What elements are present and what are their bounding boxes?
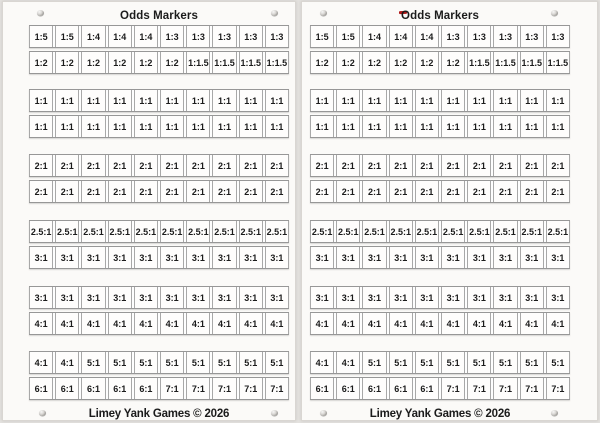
odds-cell: 1:3 bbox=[160, 26, 184, 47]
odds-cell: 2:1 bbox=[212, 155, 236, 176]
odds-cell: 2:1 bbox=[467, 155, 491, 176]
odds-cell: 1:1 bbox=[520, 90, 544, 111]
odds-cell: 2:1 bbox=[265, 181, 289, 202]
odds-cell: 2:1 bbox=[265, 155, 289, 176]
odds-cell: 2:1 bbox=[239, 181, 263, 202]
marker-row bbox=[310, 377, 570, 400]
odds-cell: 1:1 bbox=[493, 90, 517, 111]
odds-cell: 3:1 bbox=[441, 287, 465, 308]
odds-cell: 2.5:1 bbox=[467, 221, 491, 242]
odds-cell: 4:1 bbox=[55, 352, 79, 373]
odds-cell: 2.5:1 bbox=[310, 221, 334, 242]
odds-cell: 1:2 bbox=[55, 52, 79, 73]
odds-cell: 3:1 bbox=[310, 247, 334, 268]
odds-cell: 1:1.5 bbox=[546, 52, 570, 73]
odds-cell: 1:1.5 bbox=[186, 52, 210, 73]
odds-cell: 1:3 bbox=[493, 26, 517, 47]
marker-row bbox=[29, 180, 289, 203]
odds-cell: 2:1 bbox=[546, 155, 570, 176]
punch-hole-icon bbox=[320, 410, 327, 416]
odds-cell: 7:1 bbox=[212, 378, 236, 399]
odds-cell: 2:1 bbox=[493, 155, 517, 176]
odds-cell: 1:1 bbox=[186, 116, 210, 137]
odds-cell: 2:1 bbox=[389, 181, 413, 202]
odds-cell: 1:4 bbox=[362, 26, 386, 47]
odds-cell: 5:1 bbox=[546, 352, 570, 373]
marker-strip bbox=[310, 286, 570, 338]
marker-row bbox=[310, 154, 570, 177]
odds-cell: 4:1 bbox=[108, 313, 132, 334]
odds-cell: 4:1 bbox=[81, 313, 105, 334]
marker-row bbox=[310, 312, 570, 335]
odds-cell: 1:1 bbox=[265, 90, 289, 111]
odds-cell: 1:1 bbox=[81, 116, 105, 137]
odds-cell: 2.5:1 bbox=[546, 221, 570, 242]
odds-grid bbox=[310, 2, 570, 422]
marker-strip bbox=[310, 220, 570, 272]
odds-cell: 6:1 bbox=[389, 378, 413, 399]
odds-cell: 2:1 bbox=[441, 181, 465, 202]
odds-cell: 1:1 bbox=[134, 116, 158, 137]
odds-cell: 1:1 bbox=[467, 116, 491, 137]
odds-cell: 5:1 bbox=[212, 352, 236, 373]
punch-hole-icon bbox=[271, 410, 278, 416]
marker-row bbox=[310, 246, 570, 269]
odds-cell: 3:1 bbox=[546, 287, 570, 308]
odds-cell: 6:1 bbox=[55, 378, 79, 399]
odds-cell: 1:2 bbox=[134, 52, 158, 73]
odds-cell: 2:1 bbox=[467, 181, 491, 202]
page-title: Odds Markers bbox=[120, 10, 198, 22]
odds-cell: 1:1 bbox=[415, 116, 439, 137]
odds-cell: 1:1 bbox=[546, 116, 570, 137]
marker-row bbox=[29, 351, 289, 374]
odds-cell: 2:1 bbox=[160, 181, 184, 202]
odds-cell: 1:1 bbox=[55, 90, 79, 111]
odds-cell: 7:1 bbox=[186, 378, 210, 399]
odds-cell: 1:3 bbox=[265, 26, 289, 47]
odds-cell: 2:1 bbox=[310, 181, 334, 202]
odds-cell: 5:1 bbox=[160, 352, 184, 373]
odds-cell: 2:1 bbox=[441, 155, 465, 176]
marker-row bbox=[29, 51, 289, 74]
odds-cell: 5:1 bbox=[441, 352, 465, 373]
odds-cell: 1:1 bbox=[239, 90, 263, 111]
odds-cell: 2:1 bbox=[336, 155, 360, 176]
odds-cell: 3:1 bbox=[467, 247, 491, 268]
odds-cell: 2.5:1 bbox=[389, 221, 413, 242]
odds-cell: 1:1 bbox=[415, 90, 439, 111]
odds-cell: 1:1.5 bbox=[239, 52, 263, 73]
odds-cell: 3:1 bbox=[186, 287, 210, 308]
odds-cell: 1:3 bbox=[186, 26, 210, 47]
odds-cell: 5:1 bbox=[493, 352, 517, 373]
marker-row bbox=[29, 154, 289, 177]
odds-cell: 2:1 bbox=[81, 181, 105, 202]
odds-cell: 2:1 bbox=[108, 155, 132, 176]
odds-cell: 7:1 bbox=[160, 378, 184, 399]
odds-cell: 1:2 bbox=[336, 52, 360, 73]
odds-cell: 5:1 bbox=[134, 352, 158, 373]
odds-cell: 1:1 bbox=[520, 116, 544, 137]
odds-cell: 1:4 bbox=[134, 26, 158, 47]
odds-cell: 2:1 bbox=[186, 181, 210, 202]
odds-cell: 6:1 bbox=[108, 378, 132, 399]
marker-row bbox=[29, 89, 289, 112]
page-title: Odds Markers bbox=[401, 10, 479, 22]
odds-cell: 3:1 bbox=[55, 247, 79, 268]
punch-hole-icon bbox=[551, 410, 558, 416]
odds-cell: 3:1 bbox=[134, 287, 158, 308]
odds-cell: 7:1 bbox=[265, 378, 289, 399]
odds-cell: 1:1 bbox=[160, 116, 184, 137]
odds-cell: 7:1 bbox=[467, 378, 491, 399]
odds-cell: 3:1 bbox=[239, 247, 263, 268]
odds-cell: 6:1 bbox=[336, 378, 360, 399]
odds-cell: 5:1 bbox=[389, 352, 413, 373]
marker-row bbox=[310, 180, 570, 203]
odds-cell: 1:1 bbox=[441, 116, 465, 137]
odds-cell: 2:1 bbox=[29, 155, 53, 176]
odds-cell: 2.5:1 bbox=[441, 221, 465, 242]
odds-cell: 4:1 bbox=[362, 313, 386, 334]
odds-cell: 1:2 bbox=[362, 52, 386, 73]
odds-cell: 3:1 bbox=[29, 247, 53, 268]
odds-cell: 2:1 bbox=[55, 181, 79, 202]
odds-cell: 7:1 bbox=[441, 378, 465, 399]
odds-cell: 3:1 bbox=[493, 247, 517, 268]
odds-cell: 1:2 bbox=[441, 52, 465, 73]
marker-strip bbox=[310, 25, 570, 77]
odds-cell: 2.5:1 bbox=[336, 221, 360, 242]
marker-row bbox=[29, 377, 289, 400]
odds-cell: 1:1.5 bbox=[493, 52, 517, 73]
odds-cell: 4:1 bbox=[415, 313, 439, 334]
odds-cell: 3:1 bbox=[520, 247, 544, 268]
odds-cell: 4:1 bbox=[467, 313, 491, 334]
odds-cell: 7:1 bbox=[520, 378, 544, 399]
odds-cell: 1:2 bbox=[160, 52, 184, 73]
odds-cell: 7:1 bbox=[493, 378, 517, 399]
marker-strip bbox=[29, 351, 289, 403]
odds-cell: 1:1 bbox=[108, 116, 132, 137]
odds-cell: 1:4 bbox=[415, 26, 439, 47]
odds-cell: 3:1 bbox=[362, 247, 386, 268]
odds-cell: 4:1 bbox=[29, 313, 53, 334]
odds-cell: 1:4 bbox=[108, 26, 132, 47]
marker-row bbox=[310, 220, 570, 243]
marker-strip bbox=[29, 25, 289, 77]
odds-cell: 5:1 bbox=[467, 352, 491, 373]
odds-cell: 3:1 bbox=[108, 287, 132, 308]
odds-cell: 2:1 bbox=[134, 181, 158, 202]
odds-cell: 1:1 bbox=[29, 90, 53, 111]
odds-cell: 1:1 bbox=[108, 90, 132, 111]
odds-cell: 1:1 bbox=[310, 116, 334, 137]
odds-cell: 3:1 bbox=[310, 287, 334, 308]
odds-cell: 4:1 bbox=[336, 313, 360, 334]
odds-cell: 1:1 bbox=[212, 90, 236, 111]
odds-cell: 1:3 bbox=[212, 26, 236, 47]
odds-markers-page-right bbox=[301, 1, 598, 421]
marker-strip bbox=[29, 154, 289, 206]
odds-cell: 2:1 bbox=[415, 181, 439, 202]
odds-cell: 4:1 bbox=[441, 313, 465, 334]
odds-cell: 1:1 bbox=[362, 116, 386, 137]
odds-cell: 2:1 bbox=[134, 155, 158, 176]
marker-row bbox=[310, 89, 570, 112]
odds-cell: 2.5:1 bbox=[160, 221, 184, 242]
odds-cell: 6:1 bbox=[81, 378, 105, 399]
odds-cell: 1:5 bbox=[55, 26, 79, 47]
odds-cell: 1:2 bbox=[81, 52, 105, 73]
odds-cell: 1:1 bbox=[493, 116, 517, 137]
odds-cell: 2:1 bbox=[160, 155, 184, 176]
odds-cell: 1:1 bbox=[336, 90, 360, 111]
marker-row bbox=[29, 286, 289, 309]
odds-cell: 3:1 bbox=[546, 247, 570, 268]
odds-cell: 1:3 bbox=[520, 26, 544, 47]
odds-markers-page-left bbox=[2, 1, 296, 421]
odds-cell: 2:1 bbox=[108, 181, 132, 202]
odds-cell: 4:1 bbox=[310, 313, 334, 334]
odds-cell: 2.5:1 bbox=[81, 221, 105, 242]
odds-cell: 1:1 bbox=[265, 116, 289, 137]
odds-cell: 1:1 bbox=[160, 90, 184, 111]
marker-row bbox=[310, 115, 570, 138]
odds-cell: 1:1 bbox=[134, 90, 158, 111]
odds-cell: 7:1 bbox=[546, 378, 570, 399]
odds-cell: 3:1 bbox=[160, 287, 184, 308]
odds-cell: 2:1 bbox=[415, 155, 439, 176]
marker-row bbox=[310, 286, 570, 309]
odds-cell: 1:5 bbox=[336, 26, 360, 47]
odds-cell: 1:1 bbox=[389, 90, 413, 111]
odds-cell: 1:1 bbox=[336, 116, 360, 137]
odds-cell: 1:1 bbox=[310, 90, 334, 111]
odds-cell: 1:3 bbox=[239, 26, 263, 47]
odds-cell: 6:1 bbox=[362, 378, 386, 399]
odds-cell: 1:1.5 bbox=[212, 52, 236, 73]
punch-hole-icon bbox=[39, 410, 46, 416]
odds-cell: 4:1 bbox=[389, 313, 413, 334]
footer-text: Limey Yank Games © 2026 bbox=[88, 408, 230, 420]
odds-cell: 5:1 bbox=[415, 352, 439, 373]
odds-cell: 2:1 bbox=[520, 181, 544, 202]
odds-cell: 3:1 bbox=[441, 247, 465, 268]
odds-cell: 5:1 bbox=[362, 352, 386, 373]
marker-row bbox=[29, 246, 289, 269]
odds-cell: 5:1 bbox=[265, 352, 289, 373]
odds-cell: 1:2 bbox=[310, 52, 334, 73]
odds-cell: 3:1 bbox=[55, 287, 79, 308]
odds-cell: 2:1 bbox=[212, 181, 236, 202]
marker-row bbox=[310, 351, 570, 374]
odds-cell: 4:1 bbox=[265, 313, 289, 334]
odds-cell: 3:1 bbox=[265, 247, 289, 268]
odds-cell: 3:1 bbox=[29, 287, 53, 308]
odds-cell: 3:1 bbox=[389, 287, 413, 308]
odds-cell: 1:2 bbox=[108, 52, 132, 73]
odds-cell: 1:2 bbox=[415, 52, 439, 73]
odds-cell: 1:1 bbox=[81, 90, 105, 111]
odds-cell: 4:1 bbox=[546, 313, 570, 334]
marker-strip bbox=[310, 351, 570, 403]
odds-cell: 3:1 bbox=[389, 247, 413, 268]
odds-cell: 1:1 bbox=[362, 90, 386, 111]
odds-cell: 3:1 bbox=[212, 287, 236, 308]
odds-cell: 2.5:1 bbox=[265, 221, 289, 242]
odds-cell: 2:1 bbox=[186, 155, 210, 176]
odds-cell: 6:1 bbox=[29, 378, 53, 399]
odds-cell: 2.5:1 bbox=[186, 221, 210, 242]
odds-cell: 4:1 bbox=[29, 352, 53, 373]
marker-row bbox=[310, 25, 570, 48]
odds-cell: 3:1 bbox=[212, 247, 236, 268]
marker-row bbox=[310, 51, 570, 74]
odds-cell: 2:1 bbox=[81, 155, 105, 176]
odds-cell: 2:1 bbox=[389, 155, 413, 176]
footer-text: Limey Yank Games © 2026 bbox=[369, 408, 511, 420]
odds-cell: 1:1 bbox=[212, 116, 236, 137]
odds-cell: 4:1 bbox=[239, 313, 263, 334]
odds-cell: 1:2 bbox=[29, 52, 53, 73]
odds-cell: 2.5:1 bbox=[239, 221, 263, 242]
odds-cell: 4:1 bbox=[186, 313, 210, 334]
marker-strip bbox=[310, 89, 570, 141]
odds-cell: 2.5:1 bbox=[493, 221, 517, 242]
odds-cell: 6:1 bbox=[415, 378, 439, 399]
odds-cell: 3:1 bbox=[108, 247, 132, 268]
marker-strip bbox=[29, 220, 289, 272]
odds-cell: 1:1 bbox=[389, 116, 413, 137]
odds-cell: 2:1 bbox=[493, 181, 517, 202]
odds-cell: 2:1 bbox=[520, 155, 544, 176]
odds-cell: 3:1 bbox=[493, 287, 517, 308]
marker-strip bbox=[29, 89, 289, 141]
odds-cell: 2:1 bbox=[362, 155, 386, 176]
odds-cell: 7:1 bbox=[239, 378, 263, 399]
odds-cell: 5:1 bbox=[108, 352, 132, 373]
odds-cell: 3:1 bbox=[336, 247, 360, 268]
odds-cell: 1:1 bbox=[29, 116, 53, 137]
odds-cell: 3:1 bbox=[265, 287, 289, 308]
odds-cell: 2:1 bbox=[546, 181, 570, 202]
odds-cell: 1:1 bbox=[186, 90, 210, 111]
odds-cell: 5:1 bbox=[81, 352, 105, 373]
odds-cell: 4:1 bbox=[160, 313, 184, 334]
odds-cell: 1:1 bbox=[546, 90, 570, 111]
odds-cell: 1:5 bbox=[310, 26, 334, 47]
odds-cell: 2:1 bbox=[362, 181, 386, 202]
odds-cell: 3:1 bbox=[520, 287, 544, 308]
odds-cell: 4:1 bbox=[55, 313, 79, 334]
odds-cell: 3:1 bbox=[239, 287, 263, 308]
odds-cell: 3:1 bbox=[362, 287, 386, 308]
marker-row bbox=[29, 115, 289, 138]
odds-cell: 1:1 bbox=[239, 116, 263, 137]
odds-cell: 6:1 bbox=[134, 378, 158, 399]
odds-cell: 4:1 bbox=[212, 313, 236, 334]
odds-cell: 1:1 bbox=[55, 116, 79, 137]
odds-cell: 3:1 bbox=[134, 247, 158, 268]
odds-cell: 1:5 bbox=[29, 26, 53, 47]
marker-strip bbox=[310, 154, 570, 206]
odds-cell: 3:1 bbox=[186, 247, 210, 268]
odds-cell: 3:1 bbox=[81, 247, 105, 268]
odds-cell: 1:2 bbox=[389, 52, 413, 73]
odds-cell: 2.5:1 bbox=[415, 221, 439, 242]
odds-cell: 5:1 bbox=[520, 352, 544, 373]
odds-cell: 1:3 bbox=[467, 26, 491, 47]
odds-cell: 3:1 bbox=[415, 247, 439, 268]
odds-cell: 1:1 bbox=[467, 90, 491, 111]
odds-cell: 4:1 bbox=[493, 313, 517, 334]
odds-cell: 3:1 bbox=[81, 287, 105, 308]
odds-cell: 1:1 bbox=[441, 90, 465, 111]
odds-cell: 1:1.5 bbox=[467, 52, 491, 73]
marker-strip bbox=[29, 286, 289, 338]
odds-cell: 4:1 bbox=[134, 313, 158, 334]
odds-cell: 2:1 bbox=[336, 181, 360, 202]
odds-cell: 4:1 bbox=[336, 352, 360, 373]
odds-cell: 6:1 bbox=[310, 378, 334, 399]
marker-row bbox=[29, 220, 289, 243]
odds-cell: 3:1 bbox=[415, 287, 439, 308]
odds-cell: 2.5:1 bbox=[520, 221, 544, 242]
odds-cell: 3:1 bbox=[160, 247, 184, 268]
odds-cell: 1:1.5 bbox=[265, 52, 289, 73]
marker-row bbox=[29, 312, 289, 335]
odds-cell: 5:1 bbox=[239, 352, 263, 373]
odds-cell: 1:4 bbox=[389, 26, 413, 47]
odds-grid bbox=[29, 2, 289, 422]
odds-cell: 1:3 bbox=[441, 26, 465, 47]
odds-cell: 2:1 bbox=[29, 181, 53, 202]
odds-cell: 5:1 bbox=[186, 352, 210, 373]
odds-cell: 1:4 bbox=[81, 26, 105, 47]
odds-cell: 1:1.5 bbox=[520, 52, 544, 73]
odds-cell: 2.5:1 bbox=[108, 221, 132, 242]
odds-cell: 2.5:1 bbox=[29, 221, 53, 242]
odds-cell: 2:1 bbox=[55, 155, 79, 176]
page-footer bbox=[29, 404, 289, 420]
odds-cell: 1:3 bbox=[546, 26, 570, 47]
odds-cell: 2.5:1 bbox=[212, 221, 236, 242]
odds-cell: 3:1 bbox=[467, 287, 491, 308]
odds-cell: 2:1 bbox=[310, 155, 334, 176]
odds-cell: 4:1 bbox=[310, 352, 334, 373]
odds-cell: 2:1 bbox=[239, 155, 263, 176]
odds-cell: 4:1 bbox=[520, 313, 544, 334]
odds-cell: 2.5:1 bbox=[362, 221, 386, 242]
marker-row bbox=[29, 25, 289, 48]
odds-cell: 2.5:1 bbox=[134, 221, 158, 242]
odds-cell: 3:1 bbox=[336, 287, 360, 308]
page-footer bbox=[310, 404, 570, 420]
odds-cell: 2.5:1 bbox=[55, 221, 79, 242]
